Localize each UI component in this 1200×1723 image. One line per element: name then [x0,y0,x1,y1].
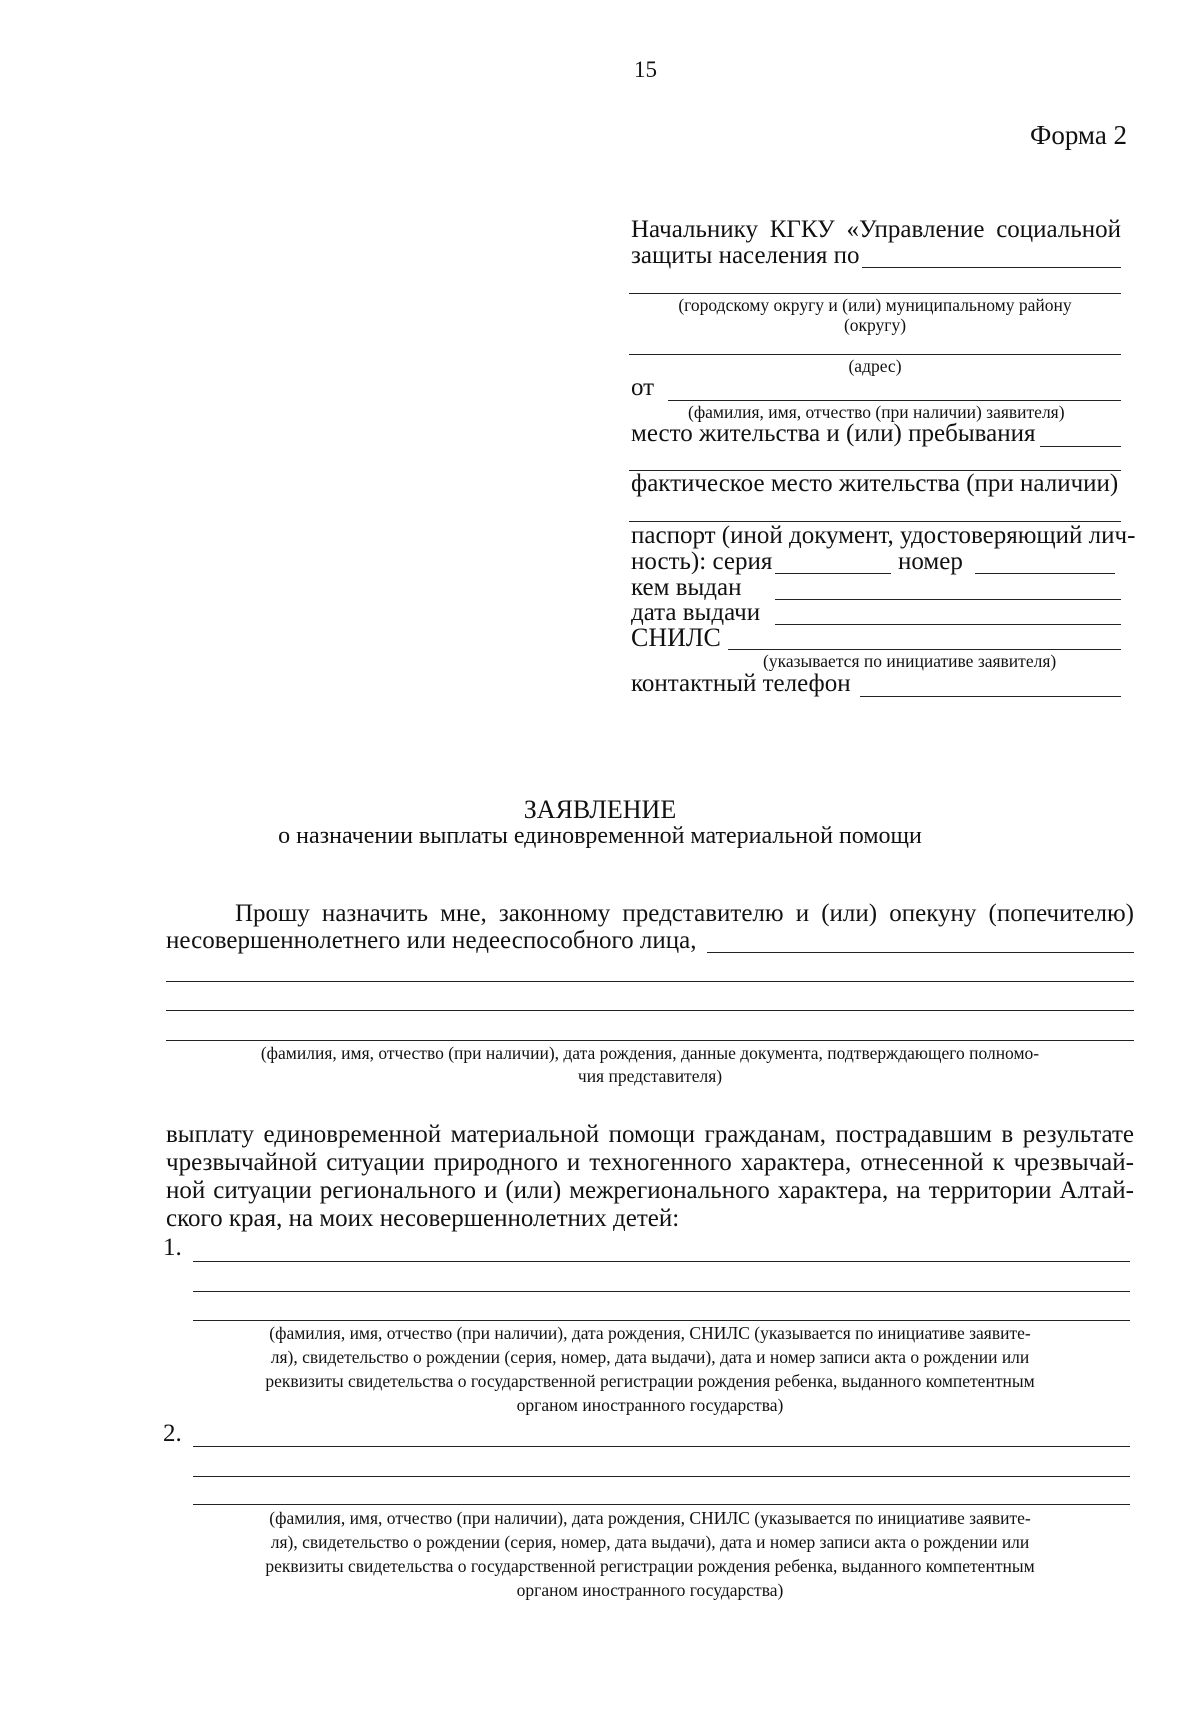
form-label: Форма 2 [1030,120,1128,150]
phone-field[interactable] [860,696,1121,697]
passport-line-1: паспорт (иной документ, удостоверяющий лич- [631,522,1136,549]
district-field-continuation[interactable] [629,293,1121,294]
representative-caption-1: (фамилия, имя, отчество (при наличии), дата рождения, данные документа, подтверждающего полномо- [260,1043,1040,1063]
document-subtitle: о назначении выплаты единовременной материальной помощи [278,823,922,849]
addressee-line-1: Начальнику КГКУ «Управление социальной [631,216,1121,243]
request-line-2: несовершеннолетнего или недееспособного лица, [166,927,697,954]
child-2-caption-1: (фамилия, имя, отчество (при наличии), дата рождения, СНИЛС (указывается по инициативе заявите- [269,1508,1031,1528]
district-caption-1: (городскому округу и (или) муниципальному району [678,295,1072,315]
payment-line-3: ной ситуации регионального и (или) межрегионального характера, на территории Алтай- [166,1177,1134,1204]
phone-label: контактный телефон [631,670,851,697]
child-1-field-line-3[interactable] [193,1320,1130,1321]
payment-line-4: ского края, на моих несовершеннолетних детей: [166,1205,680,1232]
representative-field[interactable] [707,952,1134,953]
issue-date-label: дата выдачи [631,599,761,626]
from-label: от [631,374,655,401]
representative-field-line-4[interactable] [166,1040,1134,1041]
issue-date-field[interactable] [775,624,1121,625]
child-2-field-line-1[interactable] [193,1446,1130,1447]
passport-series-field[interactable] [775,573,891,574]
addressee-line-2: защиты населения по [631,242,860,269]
page-number: 15 [634,57,657,82]
address-caption: (адрес) [848,356,902,376]
child-2-field-line-2[interactable] [193,1476,1130,1477]
child-1-caption-3: реквизиты свидетельства о государственной регистрации рождения ребенка, выданного компетентным [265,1371,1035,1391]
child-1-caption-4: органом иностранного государства) [516,1395,784,1415]
snils-label: СНИЛС [631,623,721,652]
child-1-field-line-2[interactable] [193,1291,1130,1292]
child-2-caption-3: реквизиты свидетельства о государственной регистрации рождения ребенка, выданного компетентным [265,1556,1035,1576]
snils-caption: (указывается по инициативе заявителя) [763,651,1057,671]
payment-line-2: чрезвычайной ситуации природного и техногенного характера, отнесенной к чрезвычай- [166,1149,1134,1176]
child-1-caption-2: ля), свидетельство о рождении (серия, номер, дата выдачи), дата и номер записи акта о рождении или [270,1347,1030,1367]
actual-residence-label: фактическое место жительства (при наличии) [631,470,1119,497]
address-field[interactable] [629,354,1121,355]
child-1-caption-1: (фамилия, имя, отчество (при наличии), дата рождения, СНИЛС (указывается по инициативе заявите- [269,1323,1031,1343]
child-2-number: 2. [163,1420,182,1447]
child-2-caption-4: органом иностранного государства) [516,1580,784,1600]
district-caption-2: (округу) [843,315,907,335]
district-name-field[interactable] [862,267,1121,268]
representative-field-line-2[interactable] [166,981,1134,982]
document-title: ЗАЯВЛЕНИЕ [523,795,677,824]
child-1-number: 1. [163,1234,182,1261]
snils-field[interactable] [728,649,1121,650]
passport-series-label: ность): серия [631,548,773,575]
residence-label: место жительства и (или) пребывания [631,420,1036,447]
issued-by-label: кем выдан [631,574,742,601]
child-1-field-line-1[interactable] [193,1261,1130,1262]
applicant-caption: (фамилия, имя, отчество (при наличии) заявителя) [688,402,1065,422]
applicant-name-field[interactable] [668,400,1121,401]
passport-number-field[interactable] [975,573,1115,574]
payment-line-1: выплату единовременной материальной помощи гражданам, пострадавшим в результате [166,1121,1134,1148]
child-2-field-line-3[interactable] [193,1504,1130,1505]
representative-caption-2: чия представителя) [577,1066,723,1086]
passport-number-label: номер [898,548,963,575]
child-2-caption-2: ля), свидетельство о рождении (серия, номер, дата выдачи), дата и номер записи акта о рождении или [270,1532,1030,1552]
issued-by-field[interactable] [775,599,1121,600]
representative-field-line-3[interactable] [166,1010,1134,1011]
request-line-1: Прошу назначить мне, законному представителю и (или) опекуну (попечителю) [235,900,1134,927]
residence-field[interactable] [1040,446,1121,447]
